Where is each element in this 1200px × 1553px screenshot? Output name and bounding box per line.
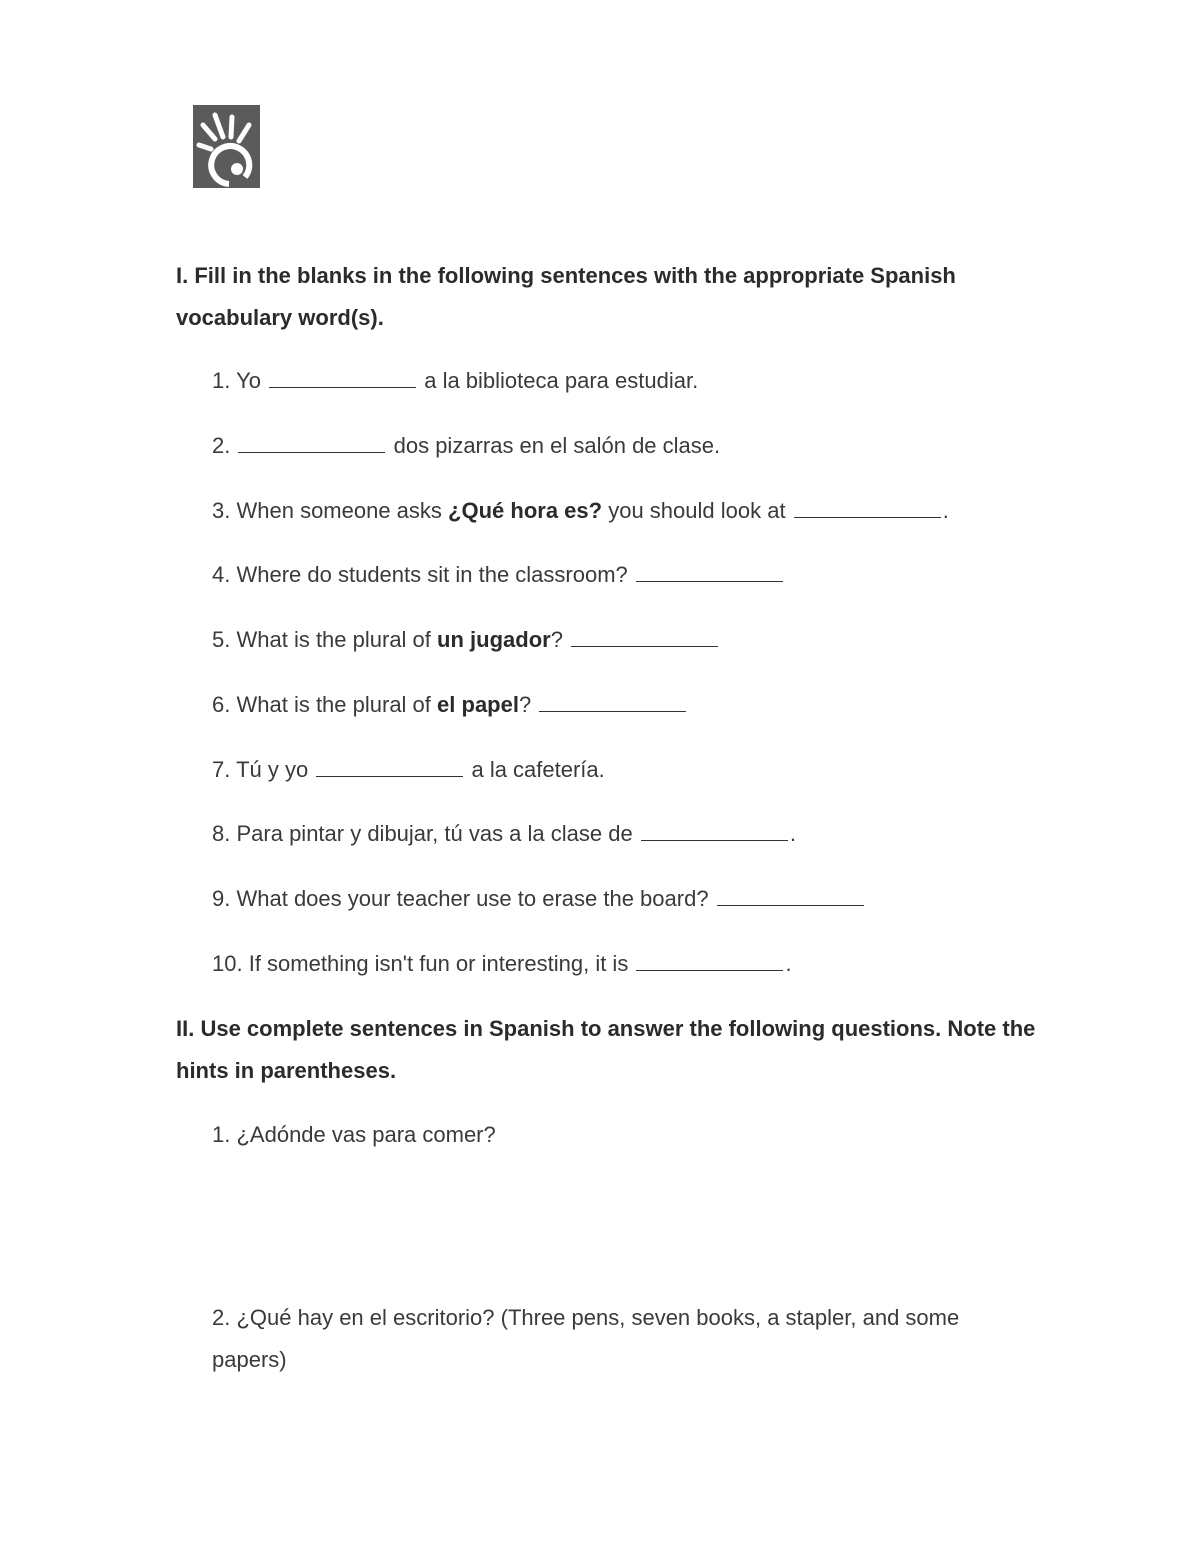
question-6: 6. What is the plural of el papel?: [212, 684, 688, 726]
answer-blank[interactable]: [717, 885, 864, 906]
section-2-heading: II. Use complete sentences in Spanish to answer the following questions. Note the hints in parentheses.: [176, 1016, 1036, 1083]
answer-blank[interactable]: [636, 950, 783, 971]
answer-blank[interactable]: [571, 626, 718, 647]
question-1: 1. Yo a la biblioteca para estudiar.: [212, 368, 699, 393]
answer-blank[interactable]: [316, 756, 463, 777]
question-8: 8. Para pintar y dibujar, tú vas a la clase de .: [212, 821, 796, 846]
question-7: 7. Tú y yo a la cafetería.: [212, 757, 605, 782]
question-4: 4. Where do students sit in the classroom?: [212, 554, 785, 596]
answer-blank[interactable]: [539, 691, 686, 712]
question-2: 2. dos pizarras en el salón de clase.: [212, 433, 721, 458]
section-1-heading: I. Fill in the blanks in the following sentences with the appropriate Spanish vocabulary word(s).: [176, 263, 956, 330]
answer-blank[interactable]: [794, 497, 941, 518]
answer-blank[interactable]: [641, 820, 788, 841]
question-3: 3. When someone asks ¿Qué hora es? you should look at .: [212, 498, 949, 523]
question-5: 5. What is the plural of un jugador?: [212, 619, 720, 661]
answer-blank[interactable]: [636, 561, 783, 582]
question-10: 10. If something isn't fun or interesting, it is .: [212, 951, 792, 976]
open-question-1: 1. ¿Adónde vas para comer?: [212, 1122, 496, 1147]
answer-blank[interactable]: [238, 432, 385, 453]
question-9: 9. What does your teacher use to erase the board?: [212, 878, 866, 920]
answer-blank[interactable]: [269, 367, 416, 388]
hand-logo-icon: [193, 105, 260, 188]
open-question-2: 2. ¿Qué hay en el escritorio? (Three pens, seven books, a stapler, and some papers): [212, 1305, 960, 1372]
